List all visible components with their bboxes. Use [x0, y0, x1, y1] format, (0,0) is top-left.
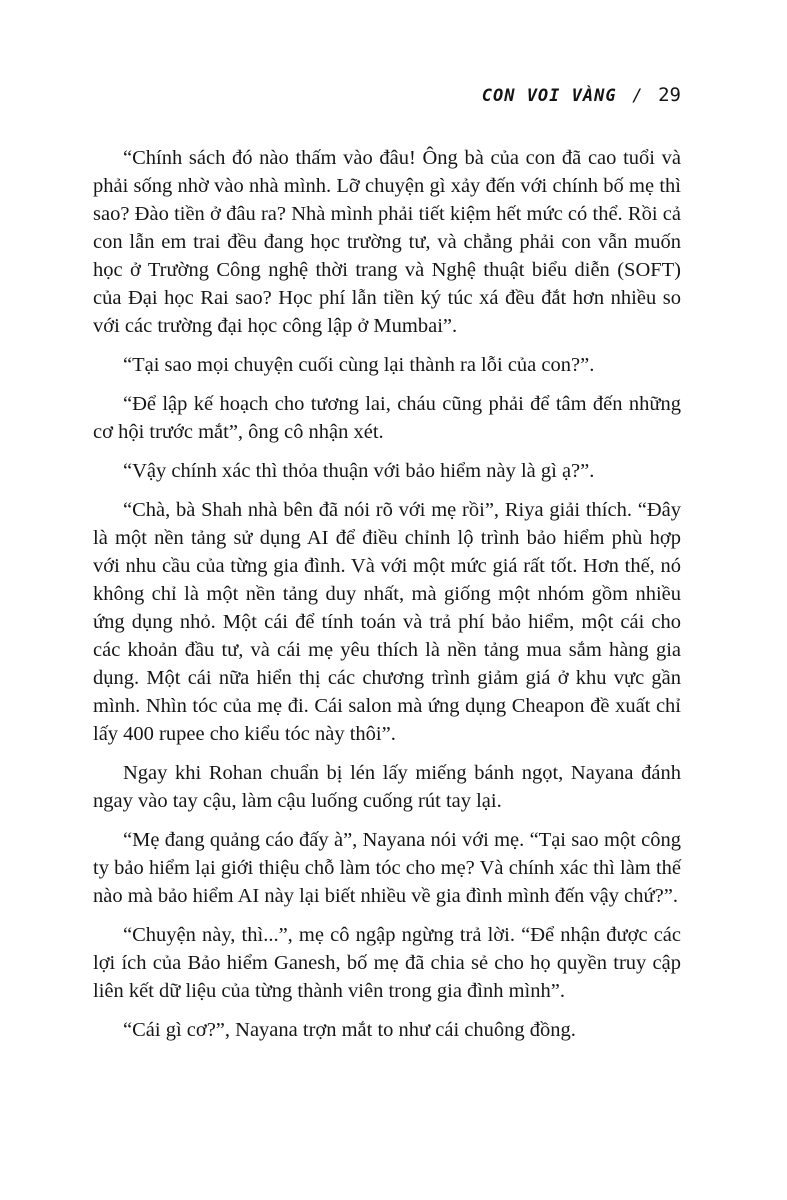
paragraph: “Mẹ đang quảng cáo đấy à”, Nayana nói với mẹ. “Tại sao một công ty bảo hiểm lại giới thiệu chỗ làm tóc cho mẹ? Và chính xác thì làm thế nào mà bảo hiểm AI này lại biết nhiều về gia đình mình đến vậy chứ?”. — [93, 829, 681, 907]
page-body — [93, 144, 681, 1055]
running-title: CON VOI VÀNG — [481, 86, 617, 106]
paragraph: “Chà, bà Shah nhà bên đã nói rõ với mẹ rồi”, Riya giải thích. “Đây là một nền tảng sử dụng AI để điều chỉnh lộ trình bảo hiểm phù hợp với nhu cầu của từng gia đình. Và với một mức giá rất tốt. Hơn thế, nó không chỉ là một nền tảng duy nhất, mà giống một nhóm gồm nhiều ứng dụng nhỏ. Một cái để tính toán và trả phí bảo hiểm, một cái cho các khoản đầu tư, và cái mẹ yêu thích là nền tảng mua sắm hàng gia dụng. Một cái nữa hiển thị các chương trình giảm giá ở khu vực gần mình. Nhìn tóc của mẹ đi. Cái salon mà ứng dụng Cheapon đề xuất chỉ lấy 400 rupee cho kiểu tóc này thôi”. — [93, 499, 681, 745]
paragraph: “Chính sách đó nào thấm vào đâu! Ông bà của con đã cao tuổi và phải sống nhờ vào nhà mình. Lỡ chuyện gì xảy đến với chính bố mẹ thì sao? Đào tiền ở đâu ra? Nhà mình phải tiết kiệm hết mức có thể. Rồi cả con lẫn em trai đều đang học trường tư, và chẳng phải con vẫn muốn học ở Trường Công nghệ thời trang và Nghệ thuật biểu diễn (SOFT) của Đại học Rai sao? Học phí lẫn tiền ký túc xá đều đắt hơn nhiều so với các trường đại học công lập ở Mumbai”. — [93, 147, 681, 337]
header-separator: / — [632, 86, 643, 106]
paragraph: “Để lập kế hoạch cho tương lai, cháu cũng phải để tâm đến những cơ hội trước mắt”, ông cô nhận xét. — [93, 393, 681, 443]
paragraph: “Tại sao mọi chuyện cuối cùng lại thành ra lỗi của con?”. — [123, 354, 595, 376]
paragraph: “Chuyện này, thì...”, mẹ cô ngập ngừng trả lời. “Để nhận được các lợi ích của Bảo hiểm Ganesh, bố mẹ đã chia sẻ cho họ quyền truy cập liên kết dữ liệu của từng thành viên trong gia đình mình”. — [93, 924, 681, 1002]
paragraph: “Vậy chính xác thì thỏa thuận với bảo hiểm này là gì ạ?”. — [123, 460, 595, 482]
running-header — [482, 84, 681, 106]
paragraph: Ngay khi Rohan chuẩn bị lén lấy miếng bánh ngọt, Nayana đánh ngay vào tay cậu, làm cậu luống cuống rút tay lại. — [93, 762, 681, 812]
paragraph: “Cái gì cơ?”, Nayana trợn mắt to như cái chuông đồng. — [123, 1019, 576, 1041]
page-number: 29 — [658, 84, 681, 106]
